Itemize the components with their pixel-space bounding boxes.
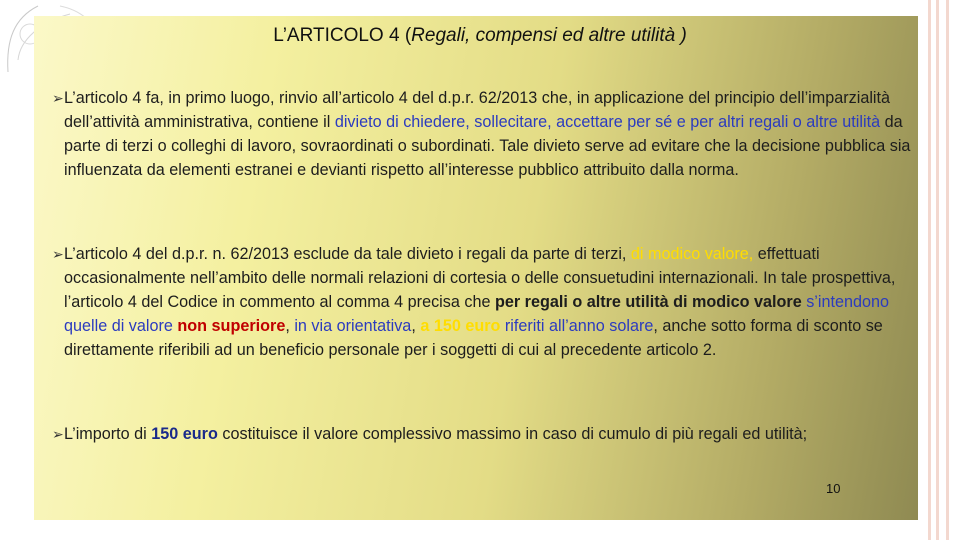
bullet-arrow-icon: ➢ xyxy=(52,426,64,442)
highlight-150-euro: a 150 euro xyxy=(420,317,501,335)
bullet-arrow-icon: ➢ xyxy=(52,90,64,106)
slide-title xyxy=(160,25,800,47)
bullet-arrow-icon: ➢ xyxy=(52,246,64,262)
title-italic: Regali, compensi ed altre utilità ) xyxy=(411,25,687,46)
page-number: 10 xyxy=(826,481,841,496)
highlight-per-regali: per regali o altre utilità di modico valore xyxy=(494,293,802,311)
right-border-stripes xyxy=(920,0,960,540)
highlight-non-superiore: non superiore xyxy=(177,317,286,335)
highlight-modico-valore: di modico valore, xyxy=(630,245,754,263)
bullet-text-3: L’importo di 150 euro costituisce il valore complessivo massimo in caso di cumulo di più regali ed utilità; xyxy=(64,425,808,443)
highlight-divieto: divieto di chiedere, sollecitare, accettare per sé e per altri regali o altre utilità xyxy=(334,113,881,131)
bullet-text-2: L’articolo 4 del d.p.r. n. 62/2013 esclude da tale divieto i regali da parte di terzi, di modico valore, effettuati occasionalmente nell’ambito delle normali relazioni di cortesia o delle consuetudini internazionali. In tale prospettiva, l’articolo 4 del Codice in commento al comma 4 precisa che per regali o altre utilità di modico valore s’intendono quelle di valore non superiore, in via orientativa, a 150 euro riferiti all’anno solare, anche sotto forma di sconto se direttamente riferibili ad un beneficio personale per i soggetti di cui al precedente articolo 2. xyxy=(64,245,896,359)
highlight-150-euro-total: 150 euro xyxy=(151,425,218,443)
title-prefix: L’ARTICOLO 4 ( xyxy=(273,25,412,46)
bullet-text-1: L’articolo 4 fa, in primo luogo, rinvio all’articolo 4 del d.p.r. 62/2013 che, in applicazione del principio dell’imparzialità dell’attività amministrativa, contiene il divieto di chiedere, sollecitare, accettare per sé e per altri regali o altre utilità da parte di terzi o colleghi di lavoro, sovraordinati o subordinati. Tale divieto serve ad evitare che la decisione pubblica sia influenzata da elementi estranei e devianti rispetto all’interesse pubblico attribuito dalla norma. xyxy=(64,89,911,179)
highlight-anno-solare: riferiti all’anno solare xyxy=(500,317,654,335)
highlight-in-via-orientativa: in via orientativa xyxy=(294,317,412,335)
